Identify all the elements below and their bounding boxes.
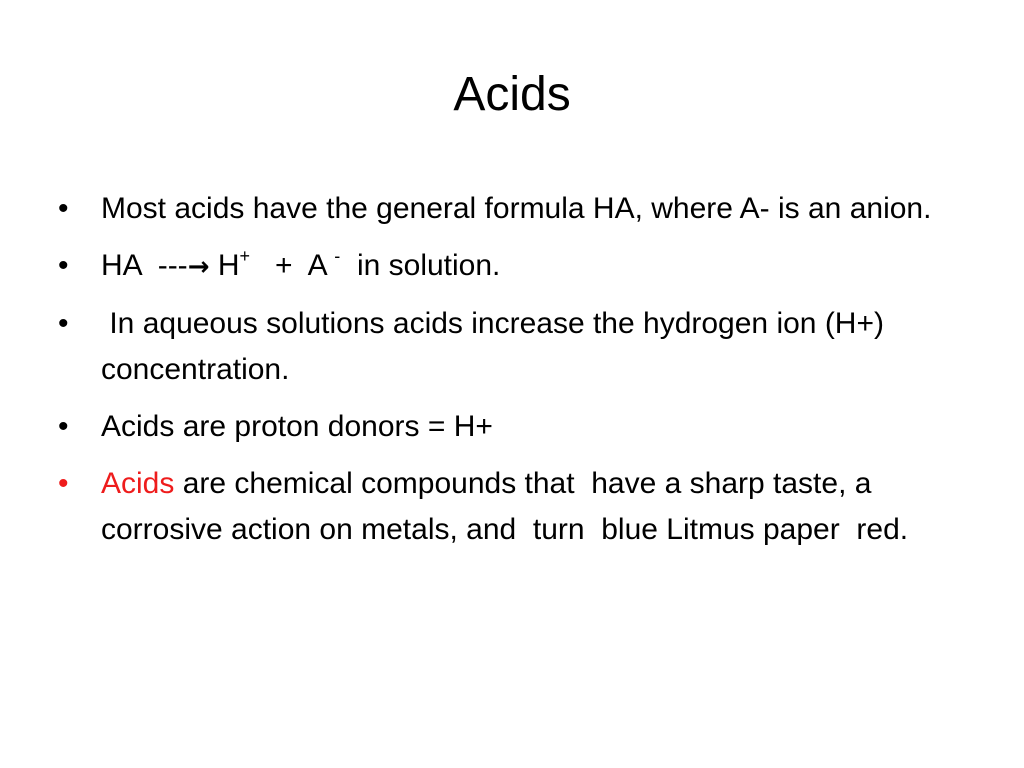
equation-hydrogen-charge: + bbox=[239, 246, 251, 266]
slide-title: Acids bbox=[453, 68, 571, 121]
bullet-icon: • bbox=[58, 307, 69, 340]
bullet-item-chemical-compounds bbox=[58, 461, 978, 553]
bullet-item-proton-donors bbox=[58, 404, 978, 450]
bullet-text: are chemical compounds that have a sharp taste, a corrosive action on metals, and turn blue Litmus paper red. bbox=[101, 467, 909, 546]
equation-plus: + bbox=[275, 249, 293, 282]
bullet-text: Most acids have the general formula HA, where A- is an anion. bbox=[101, 192, 932, 225]
bullet-text: In aqueous solutions acids increase the hydrogen ion (H+) concentration. bbox=[101, 307, 893, 386]
bullet-icon: • bbox=[58, 249, 69, 282]
bullet-item-aqueous-solutions bbox=[58, 301, 978, 393]
equation-anion: A bbox=[307, 249, 326, 282]
bullet-item-dissociation-equation bbox=[58, 243, 978, 290]
equation-tail: in solution. bbox=[356, 249, 501, 282]
equation-lhs: HA bbox=[101, 249, 142, 282]
bullet-item-general-formula bbox=[58, 186, 978, 232]
bullet-text: Acids are proton donors = H+ bbox=[101, 410, 493, 443]
bullet-icon: • bbox=[58, 410, 69, 443]
bullet-list bbox=[58, 186, 978, 564]
equation-anion-charge: - bbox=[334, 246, 341, 266]
bullet-icon: • bbox=[58, 192, 69, 225]
right-arrow-icon: → bbox=[187, 252, 210, 282]
equation-hydrogen: H bbox=[217, 249, 240, 282]
bullet-icon: • bbox=[58, 467, 69, 500]
highlight-term: Acids bbox=[101, 467, 175, 500]
equation-dashes: --- bbox=[157, 249, 188, 282]
